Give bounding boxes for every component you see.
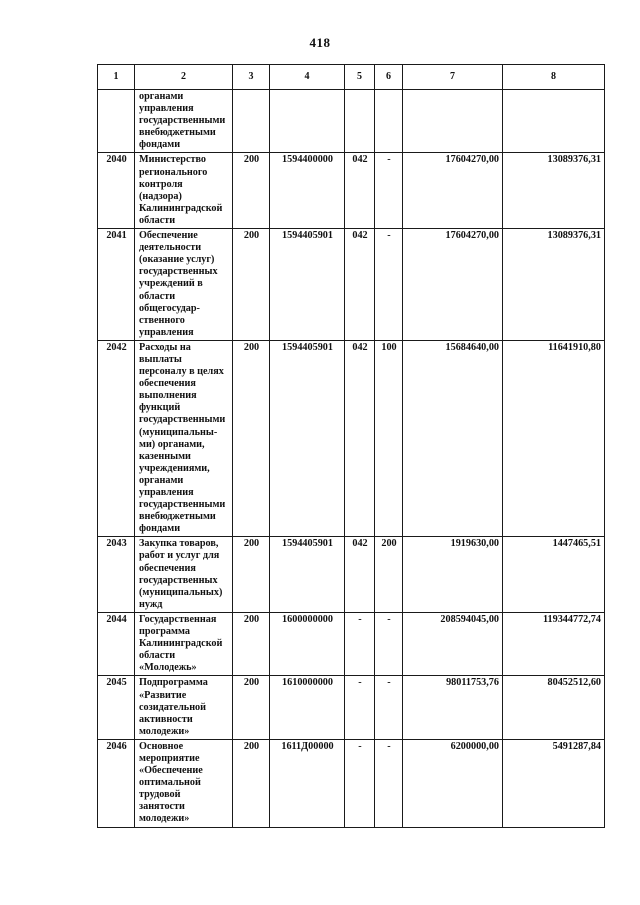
row-name-line: области — [139, 650, 176, 662]
table-row — [98, 340, 605, 537]
column-header: 2 — [135, 65, 233, 90]
row-name-line: «Развитие — [139, 689, 187, 701]
executed-amount-cell — [503, 90, 605, 153]
column-header: 7 — [403, 65, 503, 90]
row-number-cell: 2046 — [98, 739, 135, 827]
row-name-line: Подпрограмма — [139, 677, 208, 689]
row-name-line: «Обеспечение — [139, 765, 203, 777]
ministry-code-cell: 200 — [233, 676, 270, 739]
row-name-line: казенными — [139, 450, 191, 462]
row-name-line: созидательной — [139, 701, 207, 713]
expense-type-cell: 200 — [375, 537, 403, 613]
table-row — [98, 90, 605, 153]
row-number-cell: 2044 — [98, 612, 135, 675]
row-name-cell — [135, 739, 233, 827]
row-name-line: Министерство — [139, 154, 206, 166]
budget-table — [97, 64, 605, 828]
row-name-cell — [135, 153, 233, 229]
section-code-cell — [345, 90, 375, 153]
section-code-cell: 042 — [345, 340, 375, 537]
planned-amount-cell: 17604270,00 — [403, 229, 503, 341]
ministry-code-cell: 200 — [233, 340, 270, 537]
row-name-line: учреждениями, — [139, 462, 210, 474]
target-article-cell: 1594400000 — [270, 153, 345, 229]
section-code-cell: - — [345, 676, 375, 739]
row-name-line: внебюджетными — [139, 511, 216, 523]
target-article-cell: 1600000000 — [270, 612, 345, 675]
expense-type-cell: - — [375, 153, 403, 229]
row-name-line: области — [139, 214, 176, 226]
row-name-line: фондами — [139, 139, 181, 151]
row-name-line: государственных — [139, 574, 218, 586]
section-code-cell: 042 — [345, 153, 375, 229]
table-row — [98, 612, 605, 675]
row-name-line: государственных — [139, 266, 218, 278]
row-name-line: общегосудар- — [139, 302, 200, 314]
row-name-line: государственными — [139, 414, 226, 426]
row-name-line: органами — [139, 474, 184, 486]
planned-amount-cell: 6200000,00 — [403, 739, 503, 827]
row-name-line: Закупка товаров, — [139, 538, 219, 550]
row-name-line: нужд — [139, 598, 163, 610]
column-header: 6 — [375, 65, 403, 90]
executed-amount-cell: 1447465,51 — [503, 537, 605, 613]
expense-type-cell: - — [375, 739, 403, 827]
table-row — [98, 153, 605, 229]
row-name-line: активности — [139, 713, 193, 725]
ministry-code-cell — [233, 90, 270, 153]
row-name-cell — [135, 612, 233, 675]
row-name-line: государственными — [139, 115, 226, 127]
row-name-line: занятости — [139, 801, 185, 813]
expense-type-cell: - — [375, 612, 403, 675]
section-code-cell: 042 — [345, 229, 375, 341]
expense-type-cell: 100 — [375, 340, 403, 537]
row-name-line: выплаты — [139, 353, 182, 365]
ministry-code-cell: 200 — [233, 537, 270, 613]
row-name-cell — [135, 90, 233, 153]
ministry-code-cell: 200 — [233, 153, 270, 229]
row-name-line: работ и услуг для — [139, 550, 220, 562]
executed-amount-cell: 13089376,31 — [503, 229, 605, 341]
row-name-line: (надзора) — [139, 190, 182, 202]
row-name-line: оптимальной — [139, 777, 201, 789]
section-code-cell: - — [345, 612, 375, 675]
row-name-line: Обеспечение — [139, 230, 198, 242]
row-name-line: Расходы на — [139, 341, 191, 353]
row-name-line: фондами — [139, 523, 181, 535]
row-name-cell — [135, 676, 233, 739]
row-name-line: (муниципальны- — [139, 426, 218, 438]
row-name-line: молодежи» — [139, 813, 190, 825]
row-name-line: (оказание услуг) — [139, 254, 215, 266]
row-name-line: мероприятие — [139, 752, 200, 764]
row-name-line: области — [139, 290, 176, 302]
row-name-line: ственного — [139, 314, 185, 326]
row-name-line: персоналу в целях — [139, 366, 224, 378]
row-number-cell — [98, 90, 135, 153]
column-header: 4 — [270, 65, 345, 90]
row-number-cell: 2040 — [98, 153, 135, 229]
expense-type-cell — [375, 90, 403, 153]
table-header-row — [98, 65, 605, 90]
column-header: 5 — [345, 65, 375, 90]
row-number-cell: 2042 — [98, 340, 135, 537]
row-name-cell — [135, 537, 233, 613]
target-article-cell: 1594405901 — [270, 340, 345, 537]
page-number: 418 — [309, 35, 331, 50]
table-body — [98, 90, 605, 828]
target-article-cell: 1610000000 — [270, 676, 345, 739]
column-header: 1 — [98, 65, 135, 90]
row-name-line: выполнения — [139, 390, 197, 402]
row-name-line: управления — [139, 326, 194, 338]
row-name-line: обеспечения — [139, 562, 196, 574]
table-row — [98, 537, 605, 613]
row-name-line: контроля — [139, 178, 183, 190]
row-name-line: молодежи» — [139, 725, 190, 737]
section-code-cell: - — [345, 739, 375, 827]
row-name-line: программа — [139, 626, 190, 638]
table-row — [98, 739, 605, 827]
ministry-code-cell: 200 — [233, 739, 270, 827]
target-article-cell: 1594405901 — [270, 229, 345, 341]
target-article-cell — [270, 90, 345, 153]
row-name-line: ми) органами, — [139, 438, 205, 450]
section-code-cell: 042 — [345, 537, 375, 613]
row-name-cell — [135, 340, 233, 537]
executed-amount-cell: 13089376,31 — [503, 153, 605, 229]
row-name-line: регионального — [139, 166, 208, 178]
ministry-code-cell: 200 — [233, 229, 270, 341]
row-name-line: органами — [139, 91, 184, 102]
table-row — [98, 676, 605, 739]
row-name-line: Государственная — [139, 613, 217, 625]
target-article-cell: 1594405901 — [270, 537, 345, 613]
row-number-cell: 2045 — [98, 676, 135, 739]
row-name-line: управления — [139, 103, 194, 115]
row-name-line: (муниципальных) — [139, 586, 223, 598]
executed-amount-cell: 80452512,60 — [503, 676, 605, 739]
expense-type-cell: - — [375, 676, 403, 739]
row-name-line: трудовой — [139, 789, 181, 801]
executed-amount-cell: 5491287,84 — [503, 739, 605, 827]
executed-amount-cell: 119344772,74 — [503, 612, 605, 675]
row-name-cell — [135, 229, 233, 341]
row-name-line: обеспечения — [139, 378, 196, 390]
row-number-cell: 2041 — [98, 229, 135, 341]
planned-amount-cell: 1919630,00 — [403, 537, 503, 613]
row-name-line: Основное — [139, 740, 184, 752]
table-row — [98, 229, 605, 341]
row-name-line: внебюджетными — [139, 127, 216, 139]
row-name-line: Калининградской — [139, 202, 223, 214]
row-name-line: «Молодежь» — [139, 662, 197, 674]
row-name-line: деятельности — [139, 242, 202, 254]
row-name-line: учреждений в — [139, 278, 203, 290]
executed-amount-cell: 11641910,80 — [503, 340, 605, 537]
row-name-line: государственными — [139, 499, 226, 511]
row-number-cell: 2043 — [98, 537, 135, 613]
column-header: 3 — [233, 65, 270, 90]
row-name-line: управления — [139, 487, 194, 498]
ministry-code-cell: 200 — [233, 612, 270, 675]
planned-amount-cell: 208594045,00 — [403, 612, 503, 675]
expense-type-cell: - — [375, 229, 403, 341]
row-name-line: Калининградской — [139, 638, 223, 650]
planned-amount-cell: 17604270,00 — [403, 153, 503, 229]
row-name-line: функций — [139, 402, 181, 414]
column-header: 8 — [503, 65, 605, 90]
planned-amount-cell: 98011753,76 — [403, 676, 503, 739]
target-article-cell: 1611Д00000 — [270, 739, 345, 827]
planned-amount-cell: 15684640,00 — [403, 340, 503, 537]
planned-amount-cell — [403, 90, 503, 153]
